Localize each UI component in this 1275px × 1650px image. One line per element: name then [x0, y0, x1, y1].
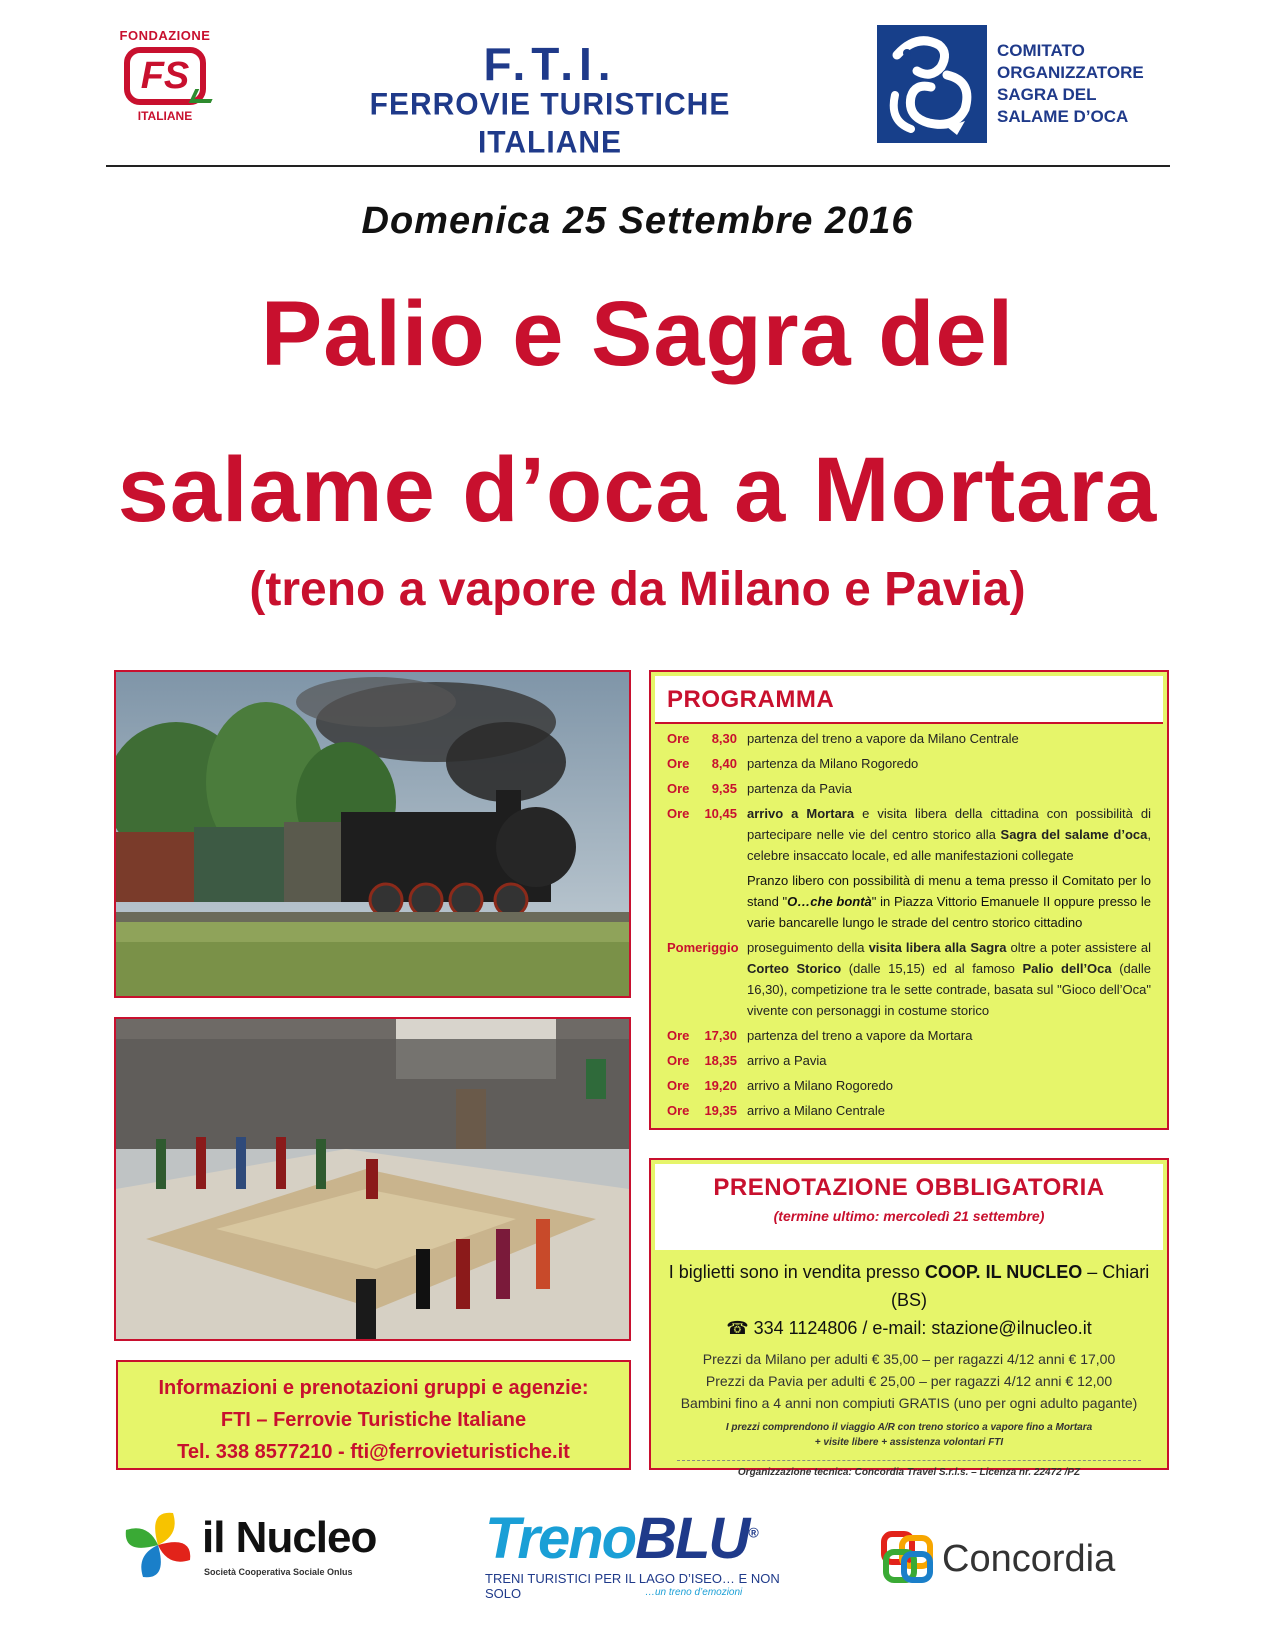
schedule-row [667, 1100, 1151, 1121]
prenotazione-title: PRENOTAZIONE OBBLIGATORIA [713, 1174, 1105, 1201]
schedule-bold: Corteo Storico [747, 961, 842, 976]
schedule-row [667, 1075, 1151, 1096]
schedule-text: arrivo a Milano Rogoredo [747, 1078, 893, 1093]
schedule-label: Ore [667, 1078, 690, 1093]
schedule-time: 8,30 [711, 731, 737, 746]
schedule-time: 18,35 [704, 1053, 737, 1068]
event-subtitle: (treno a vapore da Milano e Pavia) [249, 563, 1026, 616]
schedule-text-part: proseguimento della [747, 940, 865, 955]
fs-stripe-icon [189, 89, 218, 103]
fti-logo [300, 40, 800, 160]
schedule-bold: arrivo a Mortara [747, 806, 855, 821]
prenotazione-divider [677, 1460, 1141, 1461]
event-title-line-2: salame d’oca a Mortara [117, 439, 1158, 541]
schedule-row [667, 778, 1151, 799]
prenotazione-body [651, 1250, 1167, 1478]
schedule-bold: visita libera alla Sagra [868, 940, 1007, 955]
lunch-bold: O…che bontà [787, 894, 872, 909]
comitato-line-3: SAGRA DEL [997, 85, 1097, 104]
info-line-3: Tel. 338 8577210 - fti@ferrovieturistiche.it [177, 1441, 570, 1463]
schedule-time: 9,35 [711, 781, 737, 796]
schedule-bold: Palio dell’Oca [1022, 961, 1112, 976]
schedule-label: Ore [667, 1103, 690, 1118]
schedule-label: Ore [667, 1053, 690, 1068]
goose-icon [877, 25, 987, 143]
fs-logo-bottom: ITALIANE [137, 109, 193, 123]
trenoblu-word-a: Treno [485, 1506, 636, 1571]
schedule-label: Ore [667, 806, 690, 821]
schedule-row [667, 753, 1151, 774]
schedule-time: 19,35 [704, 1103, 737, 1118]
concordia-icon [880, 1530, 936, 1586]
fs-logo-mark-text: FS [140, 55, 190, 97]
contact-text[interactable]: 334 1124806 / e-mail: stazione@ilnucleo.it [753, 1318, 1092, 1338]
ticket-sale-text: I biglietti sono in vendita presso [668, 1262, 920, 1282]
schedule-text-part: e visita libera della cittadina con possibilità di partecipare nelle vie del centro storico alla [747, 806, 1151, 842]
schedule-text-part: (dalle 15,15) ed al famoso [848, 961, 1015, 976]
programma-list [651, 724, 1167, 1121]
schedule-text-part: , celebre insaccato locale, ed alle manifestazioni collegate [747, 827, 1151, 863]
trenoblu-word-b: BLU [635, 1506, 749, 1571]
schedule-time: 19,20 [704, 1078, 737, 1093]
organizzazione-tecnica: Organizzazione tecnica: Concordia Travel S.r.l.s. – Licenza nr. 22472 /PZ [737, 1467, 1081, 1478]
schedule-time: 10,45 [704, 806, 737, 821]
il-nucleo-logo [118, 1505, 408, 1585]
price-line: Prezzi da Pavia per adulti € 25,00 – per ragazzi 4/12 anni € 12,00 [705, 1373, 1113, 1389]
palio-photo [114, 1017, 631, 1341]
programma-header [655, 676, 1163, 724]
concordia-logo [880, 1530, 1180, 1590]
schedule-text-part: (dalle 16,30), competizione tra le sette contrade, basata sul "Gioco dell’Oca" vivente con personaggi in costume storico [747, 961, 1151, 1018]
trenoblu-registered: ® [748, 1524, 757, 1541]
schedule-row [667, 728, 1151, 749]
steam-train-photo [114, 670, 631, 998]
price-note [661, 1420, 1157, 1450]
schedule-label: Pomeriggio [667, 940, 739, 955]
schedule-text: partenza da Milano Rogoredo [747, 756, 919, 771]
schedule-text [747, 937, 1151, 1021]
trenoblu-wordmark [485, 1505, 757, 1572]
schedule-text-part: oltre a poter assistere al [1010, 940, 1152, 955]
price-line: Bambini fino a 4 anni non compiuti GRATIS (uno per ogni adulto pagante) [680, 1395, 1138, 1411]
schedule-time: 17,30 [704, 1028, 737, 1043]
prenotazione-deadline: (termine ultimo: mercoledì 21 settembre) [773, 1208, 1045, 1224]
programma-box [649, 670, 1169, 1130]
comitato-line-4: SALAME D’OCA [997, 107, 1129, 126]
phone-icon: ☎ [726, 1318, 749, 1338]
schedule-label: Ore [667, 781, 690, 796]
ticket-sale-vendor: COOP. IL NUCLEO [924, 1262, 1083, 1282]
comitato-line-2: ORGANIZZATORE [997, 63, 1144, 82]
schedule-text: partenza del treno a vapore da Mortara [747, 1028, 973, 1043]
schedule-text [747, 803, 1151, 866]
trenoblu-tagline: …un treno d’emozioni [645, 1587, 743, 1598]
schedule-label: Ore [667, 731, 690, 746]
comitato-text [997, 40, 1177, 128]
contact-line [661, 1314, 1157, 1342]
price-line: Prezzi da Milano per adulti € 35,00 – per ragazzi 4/12 anni € 17,00 [702, 1351, 1116, 1367]
group-info-box [116, 1360, 631, 1470]
trenoblu-subtitle: TRENI TURISTICI PER IL LAGO D’ISEO… E NON SOLO [485, 1571, 780, 1601]
schedule-bold: Sagra del salame d’oca [1000, 827, 1148, 842]
schedule-row [667, 937, 1151, 1021]
info-line-1: Informazioni e prenotazioni gruppi e agenzie: [158, 1377, 589, 1399]
fs-logo-mark [124, 47, 206, 105]
schedule-label: Ore [667, 756, 690, 771]
pinwheel-icon [118, 1505, 198, 1585]
ticket-sale-line [661, 1258, 1157, 1314]
comitato-line-1: COMITATO [997, 41, 1085, 60]
header-divider [106, 165, 1170, 167]
il-nucleo-name: il Nucleo [202, 1513, 377, 1562]
il-nucleo-subtitle: Società Cooperativa Sociale Onlus [204, 1567, 353, 1577]
schedule-row [667, 1050, 1151, 1071]
programma-title: PROGRAMMA [667, 686, 835, 713]
schedule-row [667, 1025, 1151, 1046]
concordia-name: Concordia [942, 1538, 1116, 1580]
fs-logo-top: FONDAZIONE [119, 28, 211, 43]
lunch-text: " in Piazza Vittorio Emanuele II oppure presso le varie bancarelle lungo le strade del centro storico cittadino [747, 894, 1152, 930]
schedule-text: arrivo a Pavia [747, 1053, 827, 1068]
prenotazione-header [655, 1164, 1163, 1250]
event-date: Domenica 25 Settembre 2016 [361, 200, 914, 242]
trenoblu-logo [485, 1505, 805, 1601]
fs-logo [110, 28, 220, 138]
price-note-line: + visite libere + assistenza volontari FTI [814, 1437, 1004, 1448]
schedule-row [667, 803, 1151, 866]
fti-subtitle: FERROVIE TURISTICHE ITALIANE [369, 87, 731, 160]
ticket-sale-location: – Chiari (BS) [891, 1262, 1150, 1310]
fti-title: F.T.I. [483, 38, 617, 90]
lunch-text: Pranzo libero con possibilità di menu a tema presso il Comitato per lo stand " [747, 873, 1151, 909]
schedule-time: 8,40 [711, 756, 737, 771]
schedule-text: arrivo a Milano Centrale [747, 1103, 886, 1118]
price-note-line: I prezzi comprendono il viaggio A/R con treno storico a vapore fino a Mortara [725, 1422, 1093, 1433]
event-title-line-1: Palio e Sagra del [260, 283, 1015, 385]
schedule-text: partenza del treno a vapore da Milano Centrale [747, 731, 1019, 746]
schedule-text: partenza da Pavia [747, 781, 852, 796]
lunch-note [667, 870, 1151, 933]
prenotazione-box [649, 1158, 1169, 1478]
price-list [661, 1348, 1157, 1414]
info-line-2: FTI – Ferrovie Turistiche Italiane [220, 1409, 527, 1431]
schedule-label: Ore [667, 1028, 690, 1043]
